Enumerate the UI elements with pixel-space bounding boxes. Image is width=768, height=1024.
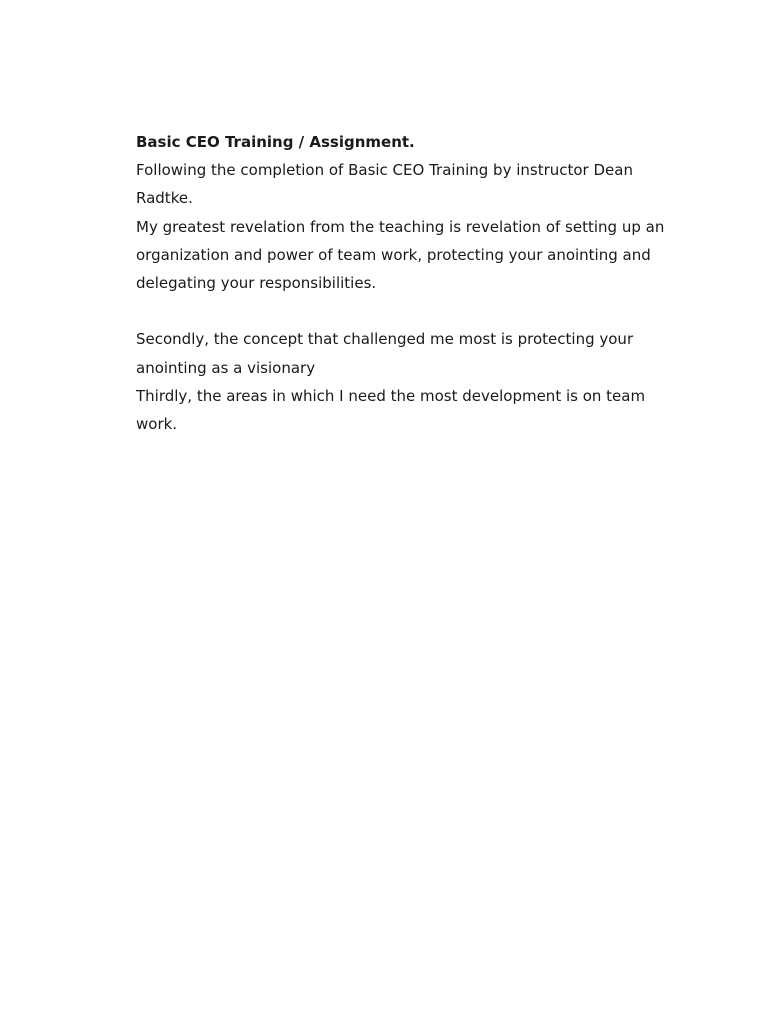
paragraph-challenge: Secondly, the concept that challenged me most is protecting your anointing as a visionary bbox=[136, 330, 634, 377]
document-title: Basic CEO Training / Assignment. bbox=[136, 133, 415, 151]
paragraph-revelation: My greatest revelation from the teaching is revelation of setting up an organization and power of team work, protecting your anointing and delegating your responsibilities. bbox=[136, 217, 665, 293]
paragraph-completion: Following the completion of Basic CEO Training by instructor Dean Radtke. bbox=[136, 161, 633, 208]
document-body bbox=[136, 128, 676, 438]
paragraph-spacer bbox=[136, 297, 676, 325]
paragraph-development: Thirdly, the areas in which I need the most development is on team work. bbox=[136, 386, 646, 434]
